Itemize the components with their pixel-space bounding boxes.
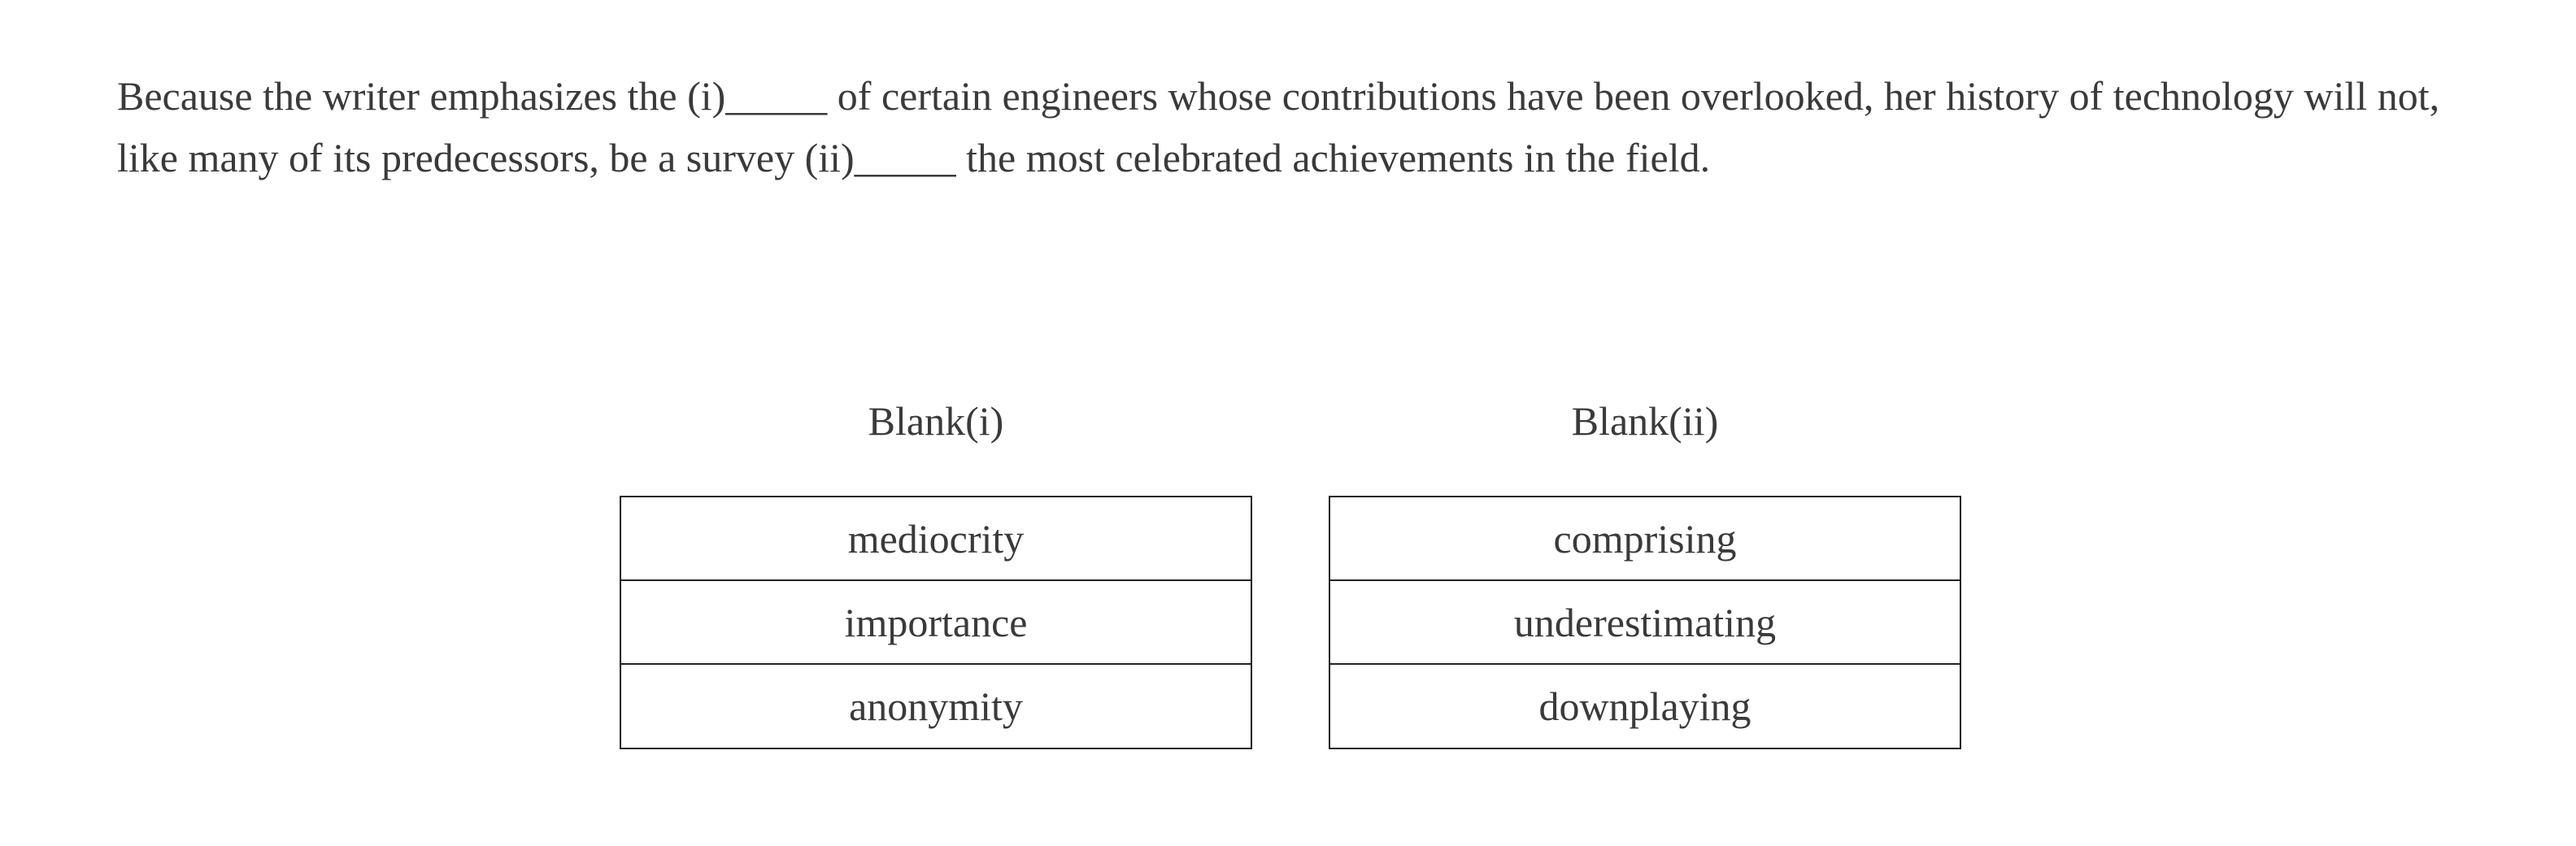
blank-ii-option-downplaying[interactable]: downplaying: [1330, 665, 1960, 748]
answer-columns: [620, 390, 1961, 749]
blank-i-option-importance[interactable]: importance: [621, 581, 1251, 665]
blank-i-header: Blank(i): [868, 398, 1004, 444]
question-sentence: Because the writer emphasizes the (i)_____ of certain engineers whose contributions have been overlooked, her history of technology will not, like many of its predecessors, be a survey (ii)_____ the most celebrated achievements in the field.: [117, 73, 2450, 180]
question-text: [117, 65, 2475, 189]
blank-ii-column: [1329, 390, 1961, 749]
blank-i-option-mediocrity[interactable]: mediocrity: [621, 497, 1251, 581]
blank-i-option-anonymity[interactable]: anonymity: [621, 665, 1251, 748]
blank-ii-options: [1329, 496, 1961, 749]
blank-ii-header: Blank(ii): [1571, 398, 1719, 444]
blank-ii-option-underestimating[interactable]: underestimating: [1330, 581, 1960, 665]
blank-i-column: [620, 390, 1252, 749]
blank-ii-option-comprising[interactable]: comprising: [1330, 497, 1960, 581]
blank-i-options: [620, 496, 1252, 749]
